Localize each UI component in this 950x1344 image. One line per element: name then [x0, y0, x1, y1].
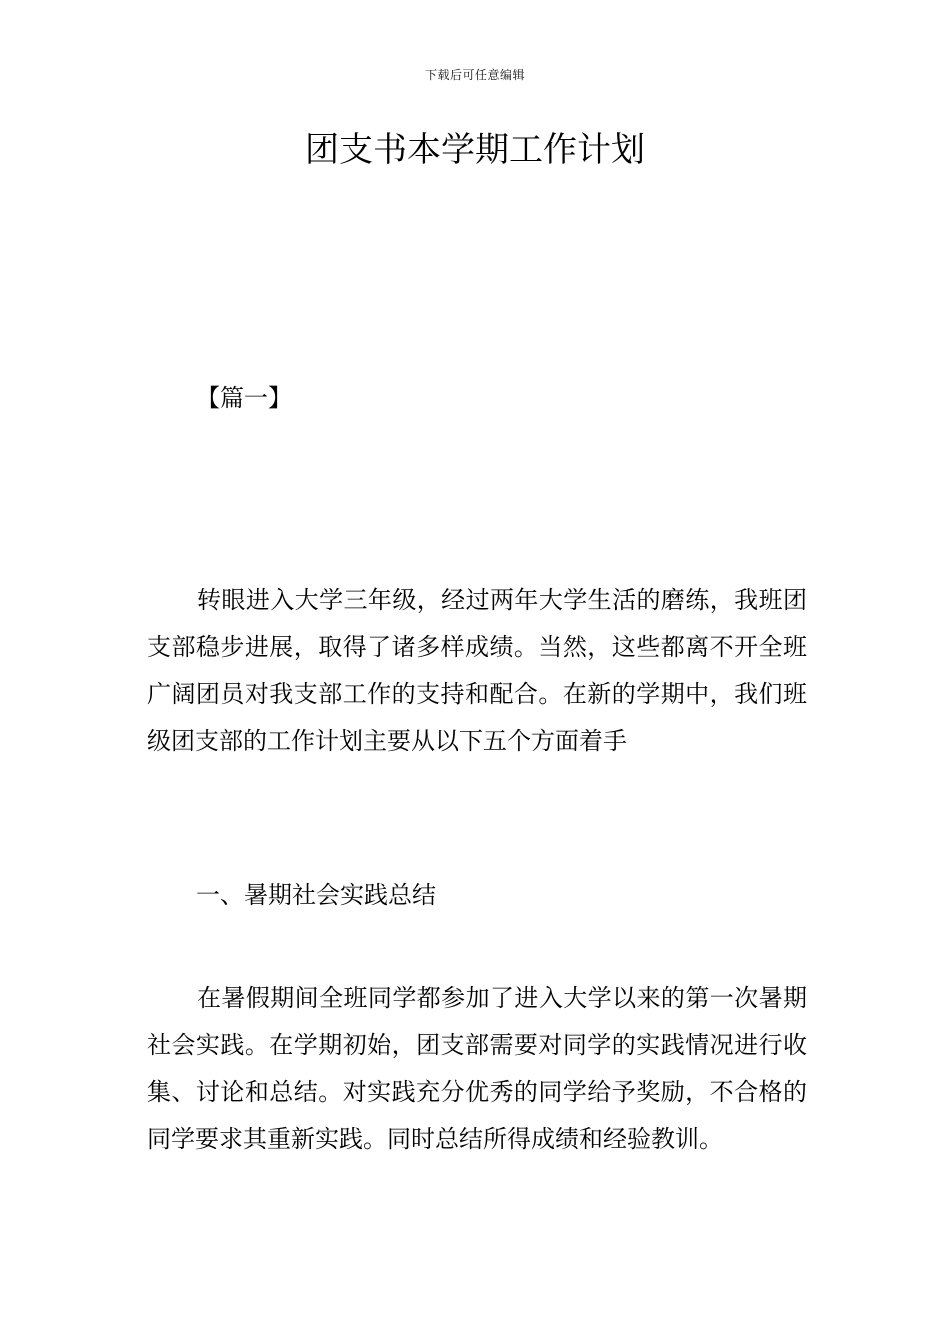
section-label: 【篇一】	[196, 384, 292, 412]
section-heading-summer-practice: 一、暑期社会实践总结	[196, 881, 436, 909]
download-editable-note: 下载后可任意编辑	[424, 68, 525, 82]
summer-practice-paragraph: 在暑假期间全班同学都参加了进入大学以来的第一次暑期社会实践。在学期初始，团支部需要对同学的实践情况进行收集、讨论和总结。对实践充分优秀的同学给予奖励，不合格的同学要求其重新实践。同时总结所得成绩和经验教训。	[147, 984, 807, 1153]
intro-paragraph: 转眼进入大学三年级，经过两年大学生活的磨练，我班团支部稳步进展，取得了诸多样成绩。当然，这些都离不开全班广阔团员对我支部工作的支持和配合。在新的学期中，我们班级团支部的工作计划主要从以下五个方面着手	[147, 586, 807, 755]
page-title: 团支书本学期工作计划	[305, 130, 645, 170]
